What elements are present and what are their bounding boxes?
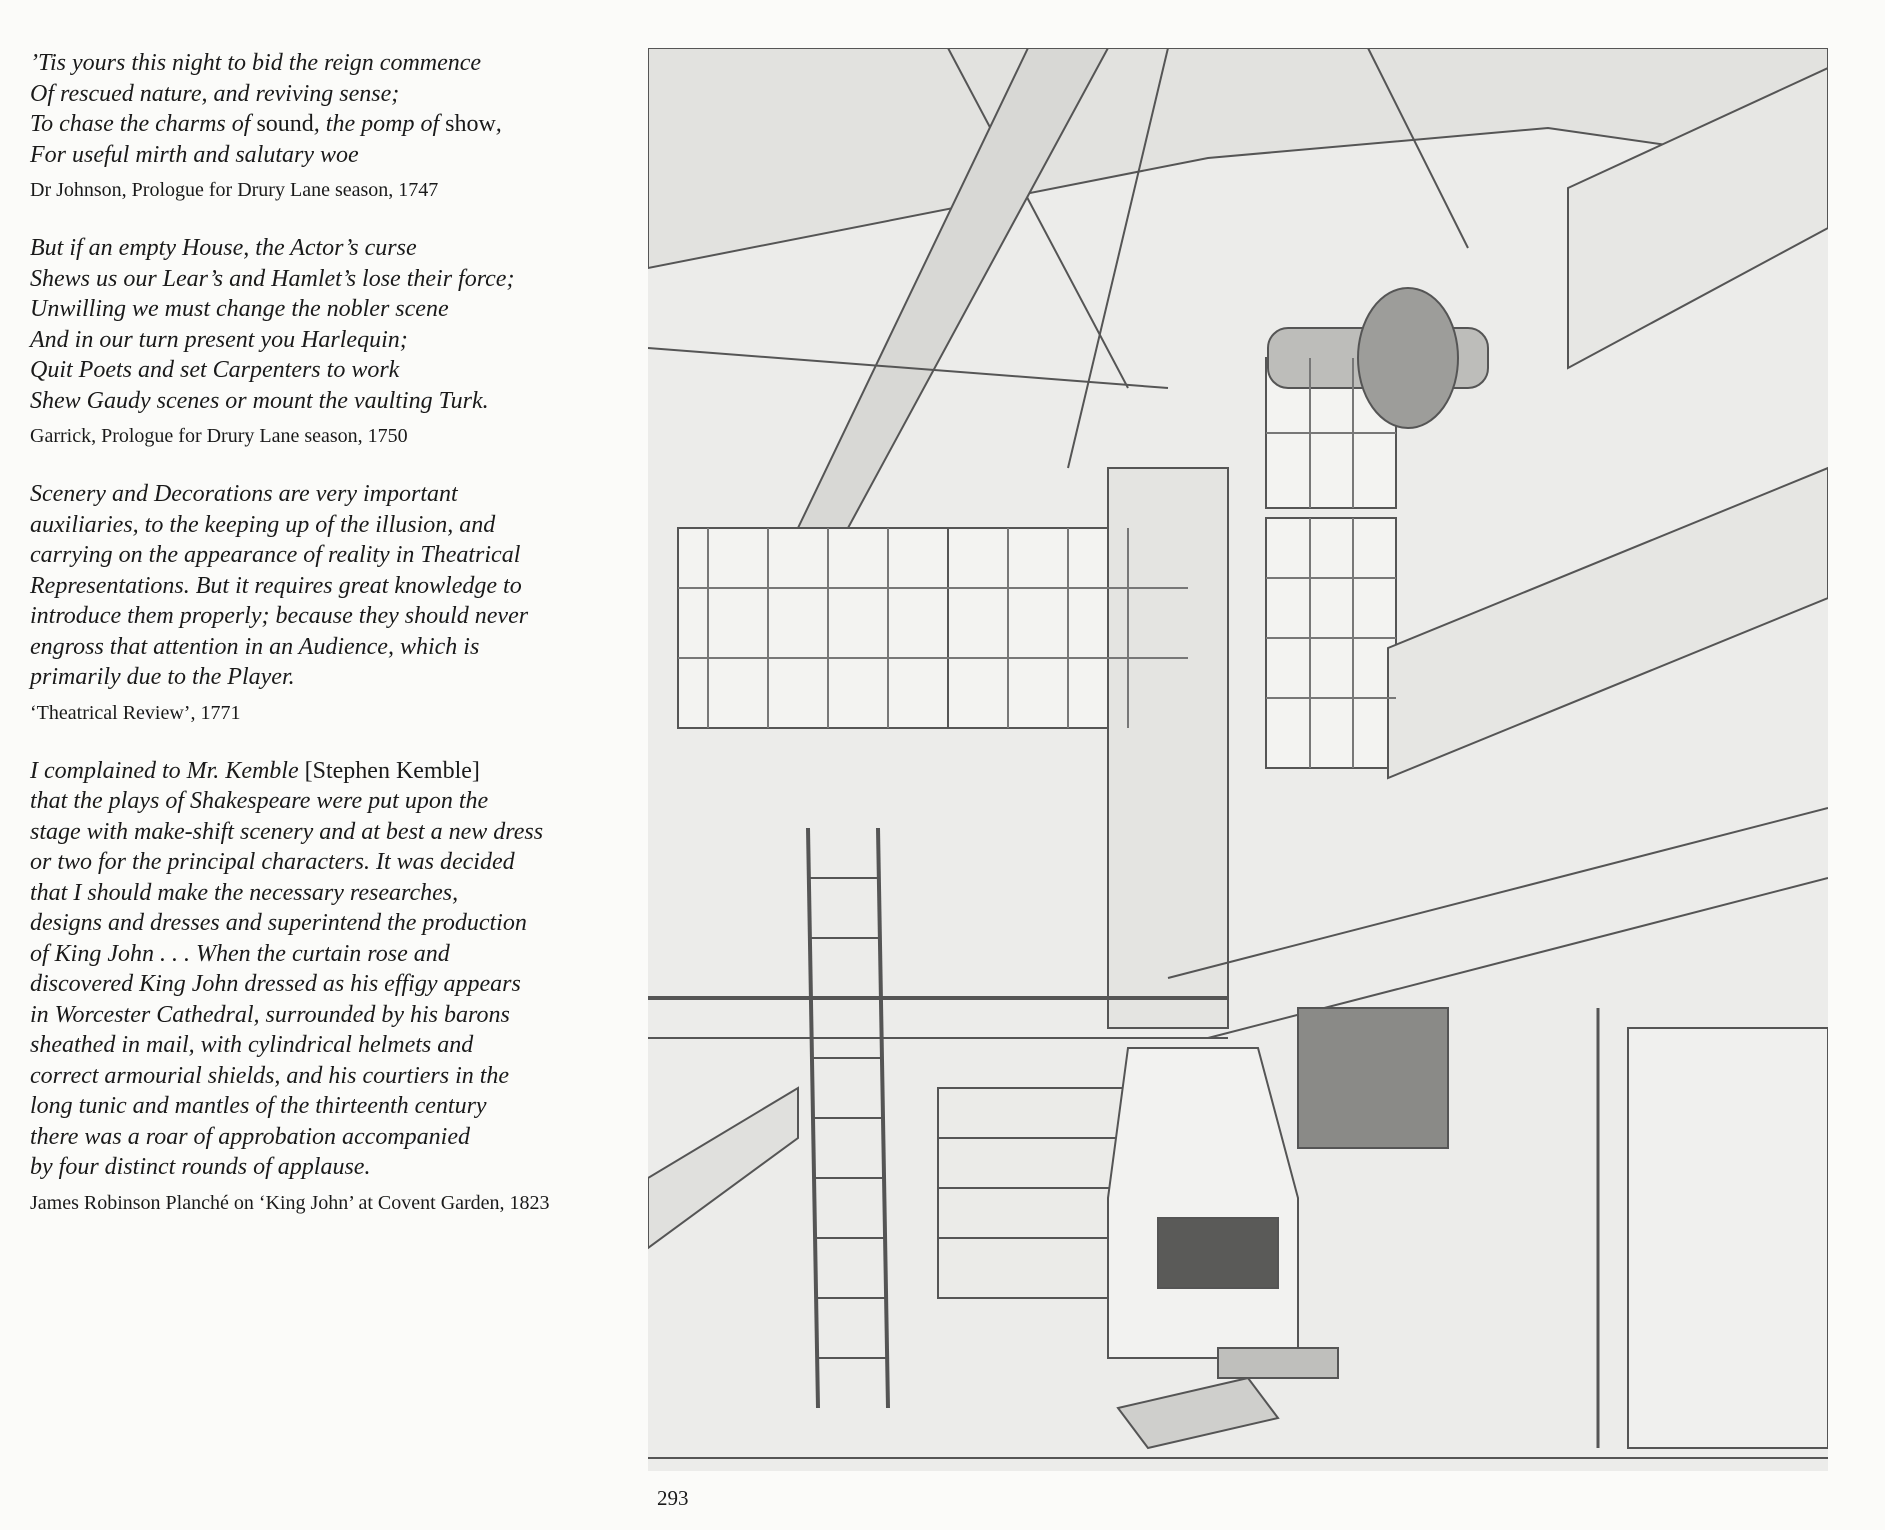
quote-2-text: But if an empty House, the Actor’s curse Shews us our Lear’s and Hamlet’s lose their force; Unwilling we must change the nobler scene And in our turn present you Harlequin; Quit Poets and set Carpenters to work Shew Gaudy scenes or mount the vaulting Turk. [30, 235, 515, 414]
quote-2-attribution: Garrick, Prologue for Drury Lane season, 1750 [30, 425, 408, 447]
quote-2 [30, 233, 620, 449]
quote-4-text: I complained to Mr. Kemble [Stephen Kemble] that the plays of Shakespeare were put upon the stage with make-shift scenery and at best a new dress or two for the principal characters. It was decided that I should make the necessary researches, designs and dresses and superintend the production of King John . . . When the curtain rose and discovered King John dressed as his effigy appears in Worcester Cathedral, surrounded by his barons sheathed in mail, with cylindrical helmets and correct armourial shields, and his courtiers in the long tunic and mantles of the thirteenth century there was a roar of approbation accompanied by four distinct rounds of applause. [30, 757, 544, 1180]
quote-3 [30, 479, 620, 726]
quote-1-attribution: Dr Johnson, Prologue for Drury Lane season, 1747 [30, 179, 439, 201]
quote-3-text: Scenery and Decorations are very important auxiliaries, to the keeping up of the illusion, and carrying on the appearance of reality in Theatrical Representations. But it requires great knowledge to introduce them properly; because they should never engross that attention in an Audience, which is primarily due to the Player. [30, 481, 529, 690]
quotations-column [30, 48, 620, 1246]
quote-1-text: ’Tis yours this night to bid the reign commence Of rescued nature, and reviving sense; To chase the charms of sound, the pomp of show, For useful mirth and salutary woe [30, 50, 502, 168]
workshop-drawing [648, 48, 1828, 1471]
workshop-illustration [648, 48, 1828, 1471]
quote-1 [30, 48, 620, 203]
quote-4-attribution: James Robinson Planché on ‘King John’ at Covent Garden, 1823 [30, 1191, 550, 1214]
quote-4 [30, 756, 620, 1216]
quote-3-attribution: ‘Theatrical Review’, 1771 [30, 701, 241, 724]
page-number: 293 [657, 1486, 689, 1510]
